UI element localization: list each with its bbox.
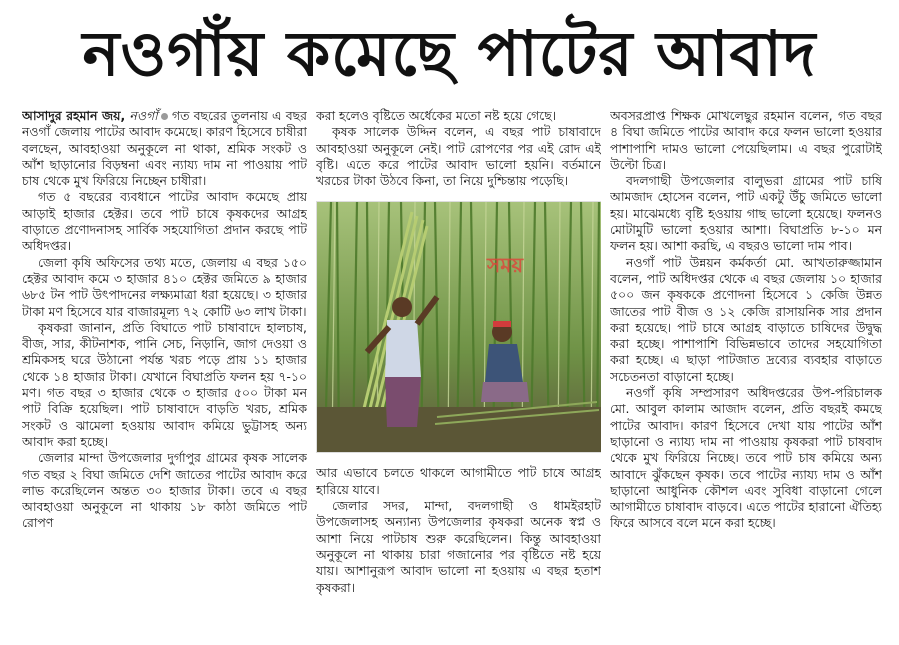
paragraph: গত বছরের তুলনায় এ বছর নওগাঁ জেলায় পাটের আবাদ কমেছে। কারণ হিসেবে চাষীরা বলছেন, আবহাওয়া অনুকূলে না থাকা, শ্রমিক সংকট ও আঁশ ছাড়ানোর বিড়ম্বনা এবং ন্যায্য দাম না পাওয়ায় পাট চাষ থেকে মুখ ফিরিয়ে নিচ্ছেন চাষীরা। (22, 108, 307, 189)
article-column-2 (316, 108, 601, 639)
photo-watermark: সময় (487, 253, 524, 278)
paragraph: জেলা কৃষি অফিসের তথ্য মতে, জেলায় এ বছর ১৫০ হেক্টর আবাদ কমে ৩ হাজার ৪১০ হেক্টর জমিতে ৯ হাজার ৬৮৫ টন পাট উৎপাদনের লক্ষ্যমাত্রা ধরা হয়েছে। ৩ হাজার টাকা মণ হিসেবে যার বাজারমূল্য ৭২ কোটি ৬৩ লাখ টাকা। (22, 254, 307, 319)
article-column-3 (610, 108, 882, 639)
paragraph: গত ৫ বছরের ব্যবধানে পাটের আবাদ কমেছে প্রায় আড়াই হাজার হেক্টর। তবে পাট চাষে কৃষকদের আগ্রহ বাড়াতে প্রণোদনাসহ সার্বিক সহযোগিতা প্রদান করছে পাট অধিদপ্তর। (22, 189, 307, 254)
paragraph: জেলার সদর, মান্দা, বদলগাছী ও ধামইরহাট উপজেলাসহ অন্যান্য উপজেলার কৃষকরা অনেক স্বপ্ন ও আশা নিয়ে পাটচাষ শুরু করেছিলেন। কিন্তু আবহাওয়া অনুকূলে না থাকায় চারা গজানোর পর বৃষ্টিতে নষ্ট হয়ে যায়। আশানুরূপ আবাদ ভালো না হওয়ায় এ বছর হতাশ কৃষকরা। (316, 498, 601, 595)
byline (22, 108, 168, 123)
byline-paragraph (22, 108, 307, 189)
byline-reporter: আসাদুর রহমান জয়, (22, 108, 126, 123)
bullet-icon (161, 113, 168, 120)
news-photo (316, 201, 601, 453)
paragraph: নওগাঁ কৃষি সম্প্রসারণ অধিদপ্তরের উপ-পরিচালক মো. আবুল কালাম আজাদ বলেন, প্রতি বছরই কমছে পাটের আবাদ। কারণ হিসেবে দেখা যায় পাটের আঁশ ছাড়ানো ও ন্যায্য দাম না পাওয়ায় কৃষকরা পাট চাষবাদ থেকে মুখ ফিরিয়ে নিচ্ছে। তবে পাট চাষ কমিয়ে অন্য আবাদে ঝুঁকছেন কৃষক। তবে পাটের ন্যায্য দাম ও আঁশ ছাড়ানো আধুনিক কৌশল এবং সুবিধা বাড়ানো গেলে আগামীতে চাষাবাদ বাড়বে। এতে পাটের হারানো ঐতিহ্য ফিরে আসবে বলে মনে করা হচ্ছে। (610, 385, 882, 531)
paragraph: কৃষক সালেক উদ্দিন বলেন, এ বছর পাট চাষাবাদে আবহাওয়া অনুকূলে নেই। পাট রোপণের পর এই রোদ এই বৃষ্টি। এতে করে পাটের আবাদ ভালো হয়নি। বর্তমানে খরচের টাকা উঠবে কিনা, তা নিয়ে দুশ্চিন্তায় পড়েছি। (316, 124, 601, 189)
paragraph: আর এভাবে চলতে থাকলে আগামীতে পাট চাষে আগ্রহ হারিয়ে যাবে। (316, 465, 601, 497)
article-column-1 (22, 108, 307, 639)
headline: নওগাঁয় কমেছে পাটের আবাদ (82, 17, 817, 90)
paragraph: করা হলেও বৃষ্টিতে অর্ধেকের মতো নষ্ট হয়ে গেছে। (316, 108, 557, 123)
paragraph: জেলার মান্দা উপজেলার দুর্গাপুর গ্রামের কৃষক সালেক গত বছর ২ বিঘা জমিতে দেশি জাতের পাটের আবাদ করে লাভ করেছিলেন অন্তত ৩০ হাজার টাকা। তবে এ বছর আবহাওয়া অনুকূলে না থাকায় ১৮ কাঠা জমিতে পাট রোপণ (22, 450, 307, 531)
paragraph: বদলগাছী উপজেলার বালুভরা গ্রামের পাট চাষি আমজাদ হোসেন বলেন, পাট একটু উঁচু জমিতে ভালো হয়। মাঝেমধ্যে বৃষ্টি হওয়ায় গাছ ভালো হয়েছে। ফলনও মোটামুটি ভালো হওয়ার আশা। বিঘাপ্রতি ৮-১০ মন ফলন হয়। আশা করছি, এ বছরও ভালো দাম পাব। (610, 173, 882, 254)
paragraph: নওগাঁ পাট উন্নয়ন কর্মকর্তা মো. আখতারুজ্জামান বলেন, পাট অধিদপ্তর থেকে এ বছর জেলায় ১০ হাজার ৫০০ জন কৃষককে প্রণোদনা হিসেবে ১ কেজি উন্নত জাতের পাট বীজ ও ১২ কেজি রাসায়নিক সার প্রদান করা হয়েছে। পাট চাষে আগ্রহ বাড়াতে চাষিদের উদ্বুদ্ধ করা হচ্ছে। পাশাপাশি বিভিন্নভাবে তাদের সহযোগিতা করা হচ্ছে। এ ছাড়া পাটজাত দ্রব্যের ব্যবহার বাড়াতে সচেতনতা বাড়ানো হচ্ছে। (610, 254, 882, 384)
paragraph: অবসরপ্রাপ্ত শিক্ষক মোখলেছুর রহমান বলেন, গত বছর ৪ বিঘা জমিতে পাটের আবাদ করে ফলন ভালো হওয়ার পাশাপাশি দামও ভালো পেয়েছিলাম। এ বছর পুরোটাই উল্টো চিত্র। (610, 108, 882, 172)
paragraph: কৃষকরা জানান, প্রতি বিঘাতে পাট চাষাবাদে হালচাষ, বীজ, সার, কীটনাশক, পানি সেচ, নিড়ানি, জাগ দেওয়া ও শ্রমিকসহ ঘরে উঠানো পর্যন্ত খরচ পড়ে প্রায় ১১ হাজার থেকে ১৪ হাজার টাকা। যেখানে বিঘাপ্রতি ফলন হয় ৭-১০ মণ। গত বছর ৩ হাজার থেকে ৩ হাজার ৫০০ টাকা মন পাট বিক্রি হয়েছিল। পাট চাষাবাদে বাড়তি খরচ, শ্রমিক সংকট ও ঝামেলা হওয়ায় আবাদ কমিয়ে ভুট্টাসহ অন্য আবাদ করা হচ্ছে। (22, 319, 307, 449)
byline-location: নওগাঁ (125, 108, 158, 123)
